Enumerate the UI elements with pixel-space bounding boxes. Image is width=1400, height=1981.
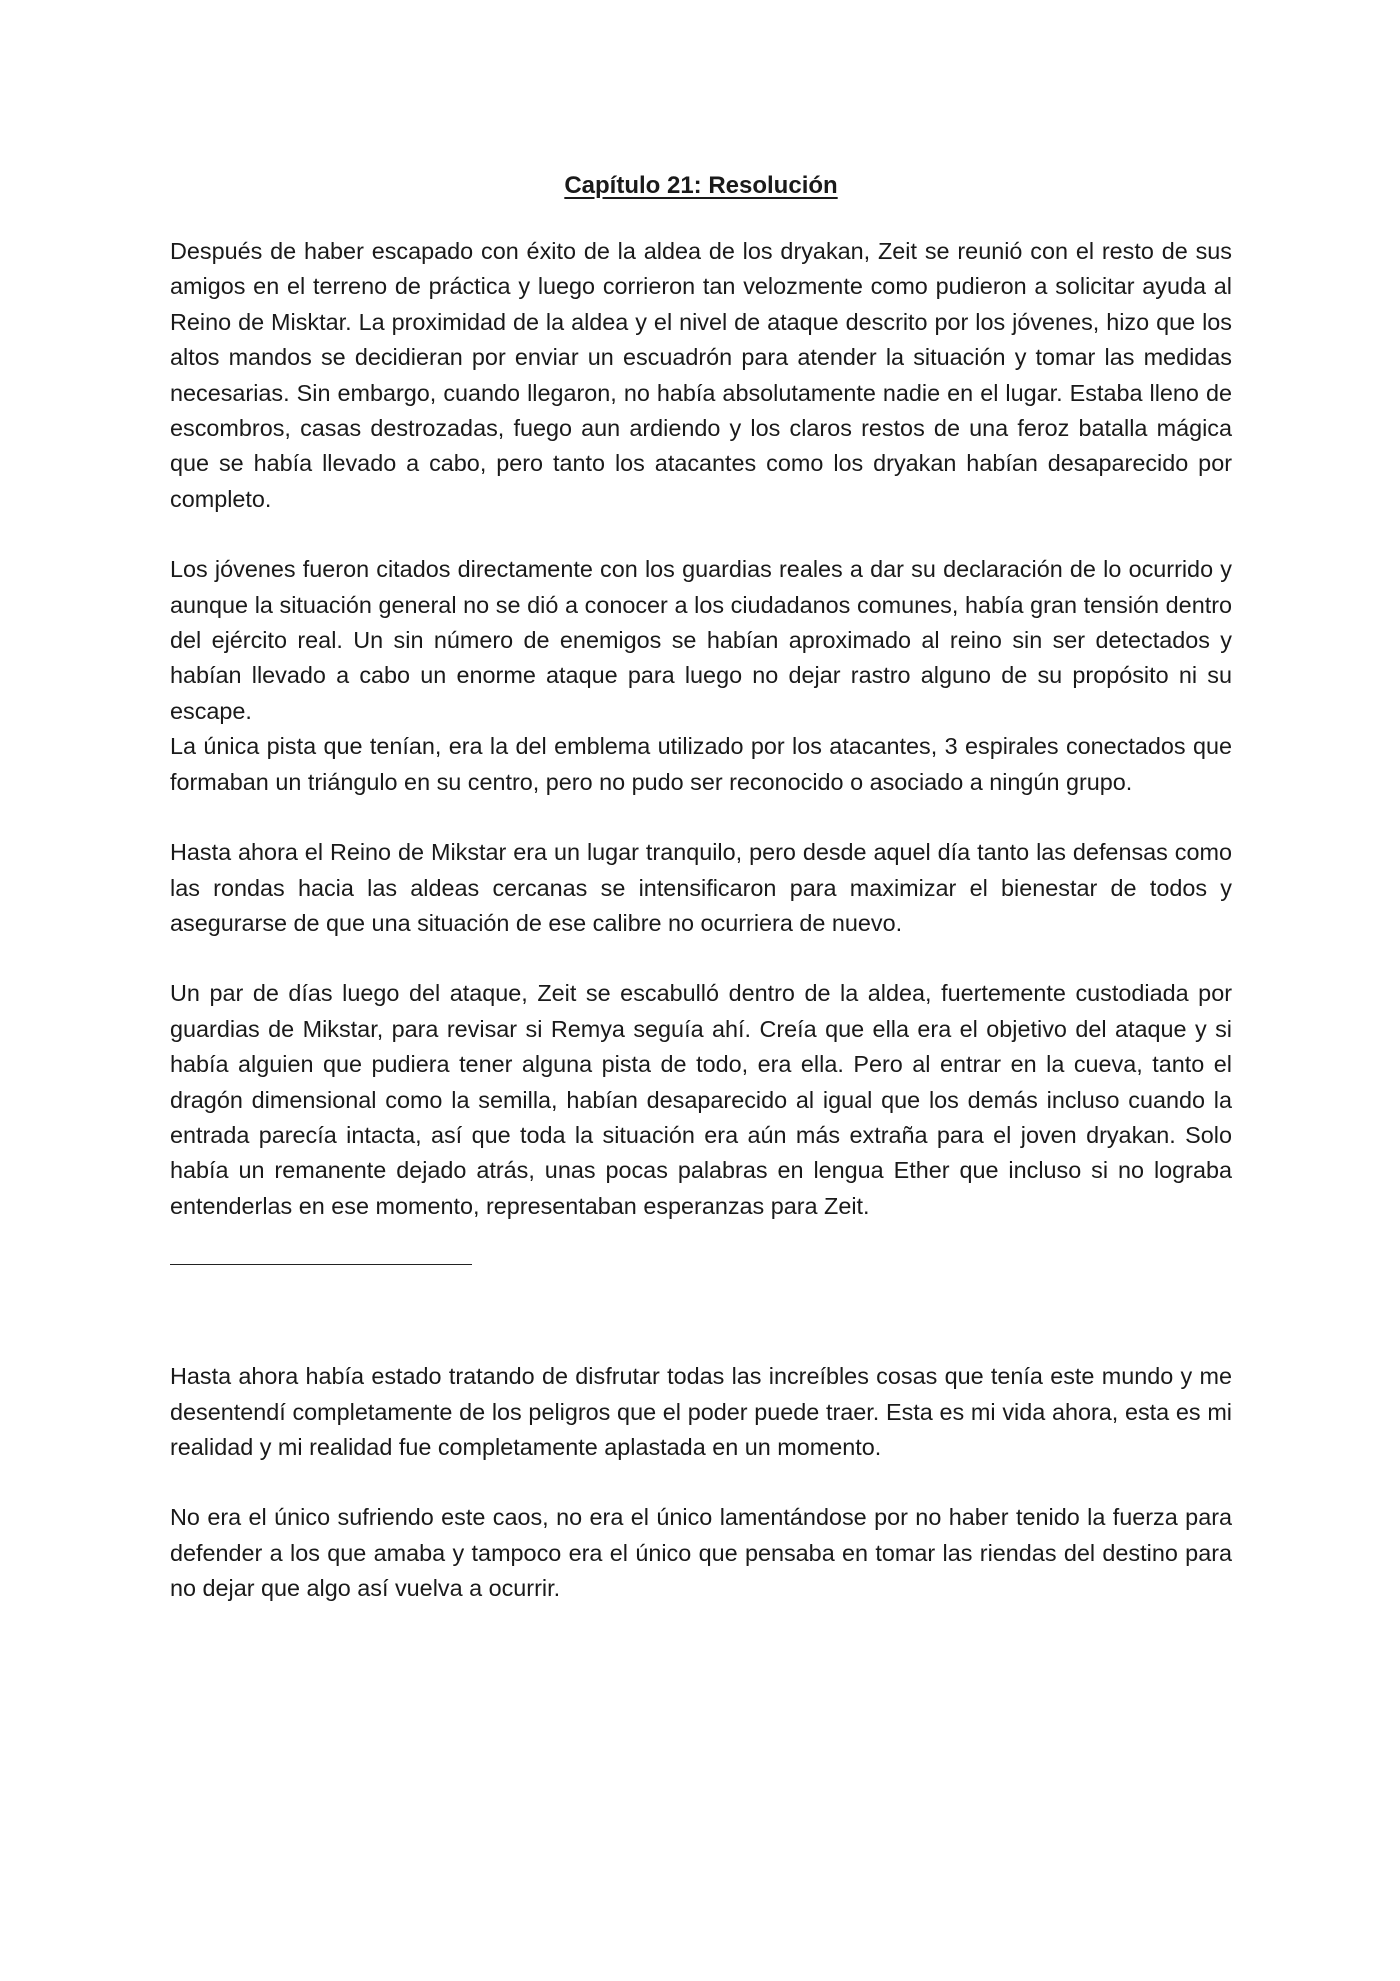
paragraph-3: La única pista que tenían, era la del emblema utilizado por los atacantes, 3 espirales conectados que formaban un triángulo en su centro, pero no pudo ser reconocido o asociado a ningún grupo.: [170, 733, 1232, 795]
chapter-title: Capítulo 21: Resolución: [564, 172, 838, 199]
section-divider: [170, 1264, 472, 1265]
paragraph-gap: [170, 800, 1232, 835]
paragraph-1: Después de haber escapado con éxito de la aldea de los dryakan, Zeit se reunió con el resto de sus amigos en el terreno de práctica y luego corrieron tan velozmente como pudieron a solicitar ayuda al Reino de Misktar. La proximidad de la aldea y el nivel de ataque descrito por los jóvenes, hizo que los altos mandos se decidieran por enviar un escuadrón para atender la situación y tomar las medidas necesarias. Sin embargo, cuando llegaron, no había absolutamente nadie en el lugar. Estaba lleno de escombros, casas destrozadas, fuego aun ardiendo y los claros restos de una feroz batalla mágica que se había llevado a cabo, pero tanto los atacantes como los dryakan habían desaparecido por completo.: [170, 238, 1232, 512]
paragraph-5: Un par de días luego del ataque, Zeit se escabulló dentro de la aldea, fuertemente custodiada por guardias de Mikstar, para revisar si Remya seguía ahí. Creía que ella era el objetivo del ataque y si había alguien que pudiera tener alguna pista de todo, era ella. Pero al entrar en la cueva, tanto el dragón dimensional como la semilla, habían desaparecido al igual que los demás incluso cuando la entrada parecía intacta, así que toda la situación era aún más extraña para el joven dryakan. Solo había un remanente dejado atrás, unas pocas palabras en lengua Ether que incluso si no lograba entenderlas en ese momento, representaban esperanzas para Zeit.: [170, 980, 1232, 1219]
paragraph-gap: [170, 1465, 1232, 1500]
paragraph-7: No era el único sufriendo este caos, no era el único lamentándose por no haber tenido la fuerza para defender a los que amaba y tampoco era el único que pensaba en tomar las riendas del destino para no dejar que algo así vuelva a ocurrir.: [170, 1504, 1232, 1602]
paragraph-4: Hasta ahora el Reino de Mikstar era un lugar tranquilo, pero desde aquel día tanto las defensas como las rondas hacia las aldeas cercanas se intensificaron para maximizar el bienestar de todos y asegurarse de que una situación de ese calibre no ocurriera de nuevo.: [170, 839, 1232, 936]
paragraph-6: Hasta ahora había estado tratando de disfrutar todas las increíbles cosas que tenía este mundo y me desentendí completamente de los peligros que el poder puede traer. Esta es mi vida ahora, esta es mi realidad y mi realidad fue completamente aplastada en un momento.: [170, 1363, 1232, 1460]
document-page: [170, 168, 1232, 1607]
paragraph-gap: [170, 941, 1232, 976]
paragraph-2: Los jóvenes fueron citados directamente con los guardias reales a dar su declaración de lo ocurrido y aunque la situación general no se dió a conocer a los ciudadanos comunes, había gran tensión dentro del ejército real. Un sin número de enemigos se habían aproximado al reino sin ser detectados y habían llevado a cabo un enorme ataque para luego no dejar rastro alguno de su propósito ni su escape.: [170, 556, 1232, 724]
paragraph-gap: [170, 517, 1232, 552]
